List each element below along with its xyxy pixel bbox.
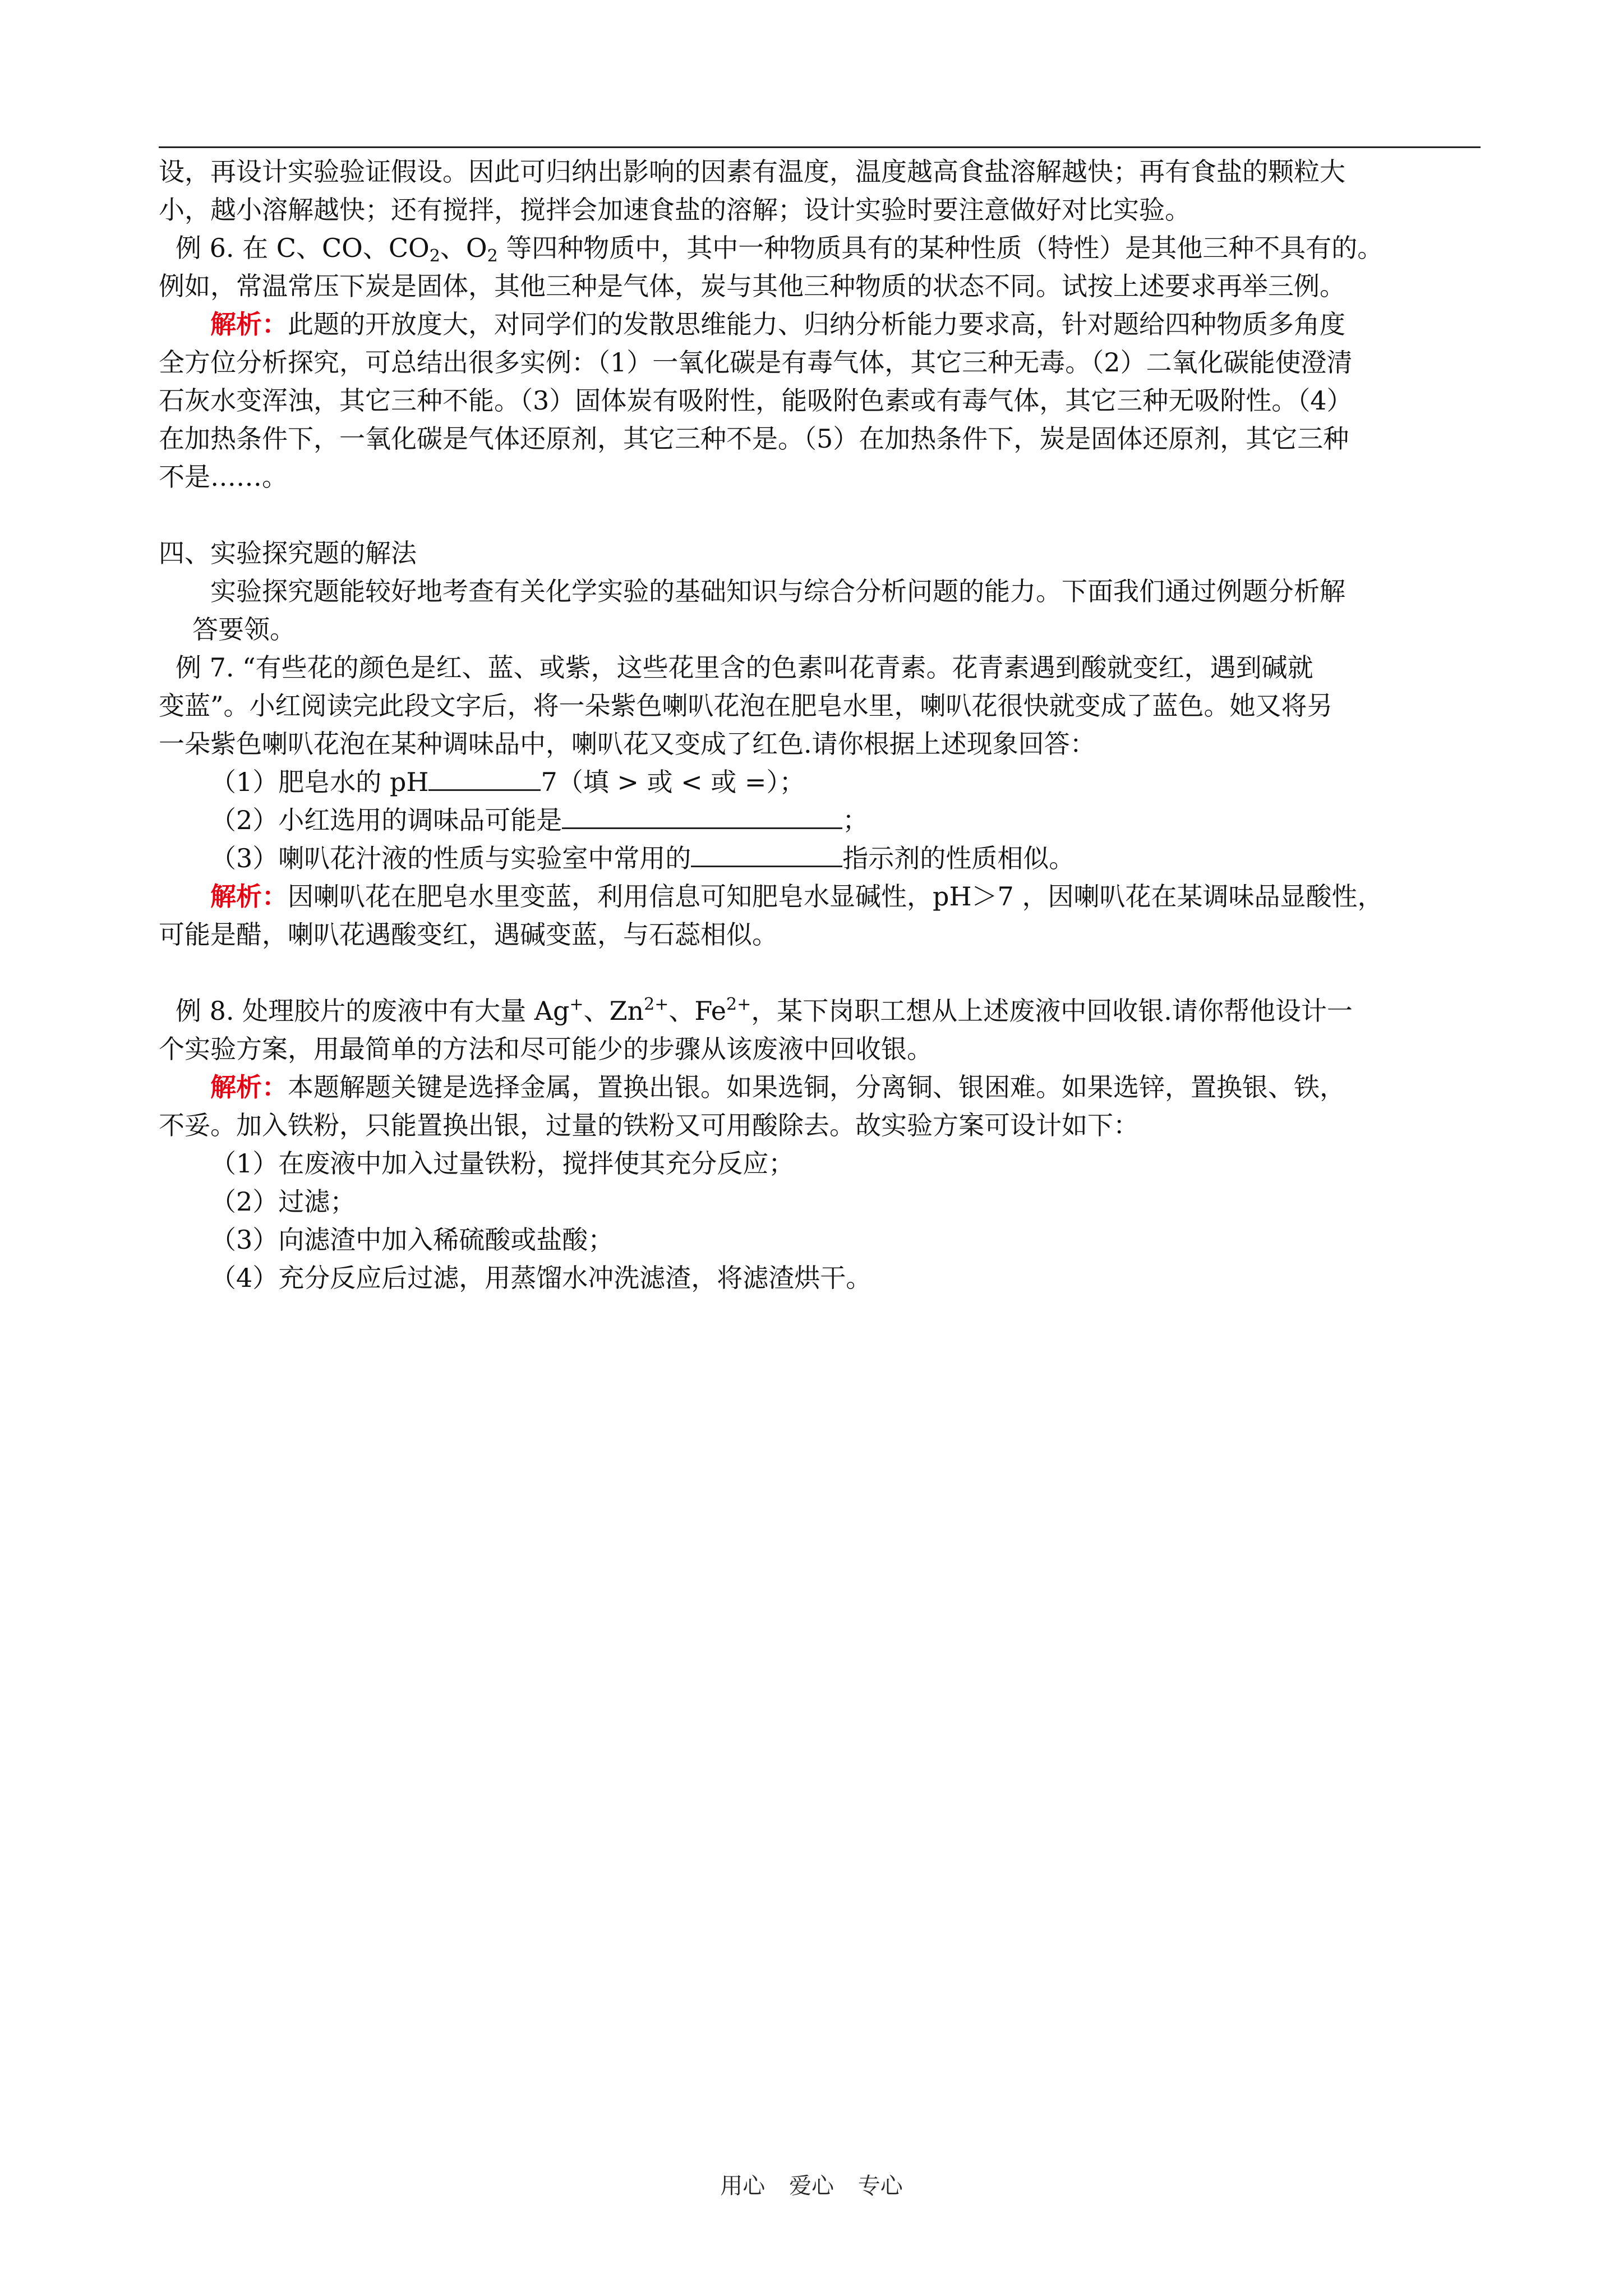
answer-blank xyxy=(428,763,541,791)
section-heading: 四、实验探究题的解法 xyxy=(159,538,417,568)
example-6-analysis-line: 在加热条件下，一氧化碳是气体还原剂，其它三种不是。（5）在加热条件下，炭是固体还原剂，其它三种 xyxy=(159,424,1349,454)
example-8-step: （4）充分反应后过滤，用蒸馏水冲洗滤渣，将滤渣烘干。 xyxy=(210,1263,872,1293)
header-rule xyxy=(159,146,1481,148)
example-7-question-line: 变蓝”。小红阅读完此段文字后，将一朵紫色喇叭花泡在肥皂水里，喇叭花很快就变成了蓝色。她又将另 xyxy=(159,691,1333,721)
example-6-analysis-line: 石灰水变浑浊，其它三种不能。（3）固体炭有吸附性，能吸附色素或有毒气体，其它三种无吸附性。（4） xyxy=(159,385,1353,416)
example-6-question: 例 6. 在 C、CO、$CO_2$、$O_2$ 等四种物质中，其中一种物质具有的某种性质（特性）是其他三种不具有的。 xyxy=(176,233,1384,266)
example-7-analysis-line: 可能是醋，喇叭花遇酸变红，遇碱变蓝，与石蕊相似。 xyxy=(159,919,778,950)
document-body xyxy=(159,153,1481,1297)
example-6-analysis-line: 不是……。 xyxy=(159,462,288,492)
section-intro-line: 答要领。 xyxy=(192,614,296,645)
example-7-analysis: 解析：因喇叭花在肥皂水里变蓝，利用信息可知肥皂水显碱性，pH＞7 ，因喇叭花在某调味品显酸性， xyxy=(210,881,1384,912)
example-7-subquestion-2: （2）小红选用的调味品可能是 ； xyxy=(159,801,1481,839)
example-7-subquestion-3: （3）喇叭花汁液的性质与实验室中常用的 指示剂的性质相似。 xyxy=(159,839,1481,877)
example-8-question: 例 8. 处理胶片的废液中有大量 Ag+、$Zn^{2+}$、$Fe^{2+}$，某下岗职工想从上述废液中回收银.请你帮他设计一 xyxy=(176,995,1353,1026)
section-intro: 实验探究题能较好地考查有关化学实验的基础知识与综合分析问题的能力。下面我们通过例题分析解 xyxy=(210,576,1345,606)
example-7-subquestion-1: （1）肥皂水的 pH 7（填 > 或 < 或 =）； xyxy=(159,763,1481,801)
analysis-label: 解析： xyxy=(210,309,288,339)
example-8-analysis: 解析：本题解题关键是选择金属，置换出银。如果选铜，分离铜、银困难。如果选锌，置换银、铁， xyxy=(210,1072,1345,1102)
page-footer: 用心 爱心 专心 xyxy=(720,2173,903,2199)
example-6-question-line: 例如，常温常压下炭是固体，其他三种是气体，炭与其他三种物质的状态不同。试按上述要求再举三例。 xyxy=(159,271,1345,301)
example-7-question-line: 一朵紫色喇叭花泡在某种调味品中，喇叭花又变成了红色.请你根据上述现象回答： xyxy=(159,729,1096,759)
analysis-label: 解析： xyxy=(210,1072,288,1102)
example-6-analysis-line: 全方位分析探究，可总结出很多实例：（1）一氧化碳是有毒气体，其它三种无毒。（2）二氧化碳能使澄清 xyxy=(159,347,1353,378)
analysis-label: 解析： xyxy=(210,881,288,912)
example-6-analysis: 解析：此题的开放度大，对同学们的发散思维能力、归纳分析能力要求高，针对题给四种物质多角度 xyxy=(210,309,1345,339)
intro-line: 设，再设计实验验证假设。因此可归纳出影响的因素有温度，温度越高食盐溶解越快；再有食盐的颗粒大 xyxy=(159,157,1345,187)
answer-blank xyxy=(691,840,842,867)
example-8-analysis-line: 不妥。加入铁粉，只能置换出银，过量的铁粉又可用酸除去。故实验方案可设计如下： xyxy=(159,1110,1139,1140)
example-8-question-line: 个实验方案，用最简单的方法和尽可能少的步骤从该废液中回收银。 xyxy=(159,1034,933,1064)
answer-blank xyxy=(562,802,842,829)
intro-line: 小，越小溶解越快；还有搅拌，搅拌会加速食盐的溶解；设计实验时要注意做好对比实验。 xyxy=(159,195,1191,225)
example-8-step: （1）在废液中加入过量铁粉，搅拌使其充分反应； xyxy=(210,1148,795,1179)
example-8-step: （2）过滤； xyxy=(210,1186,356,1217)
example-8-step: （3）向滤渣中加入稀硫酸或盐酸； xyxy=(210,1225,614,1255)
example-7-question: 例 7. “有些花的颜色是红、蓝、或紫，这些花里含的色素叫花青素。花青素遇到酸就变红，遇到碱就 xyxy=(176,652,1313,683)
